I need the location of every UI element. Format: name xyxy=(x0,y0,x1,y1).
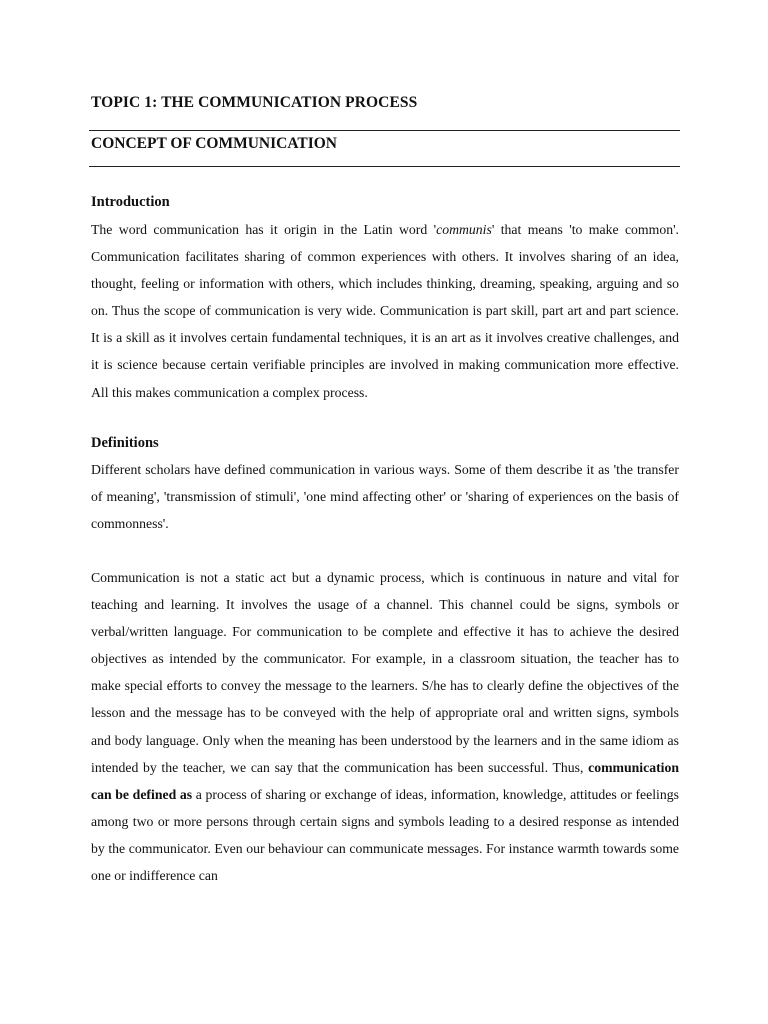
concept-title: CONCEPT OF COMMUNICATION xyxy=(91,135,337,152)
definitions-heading: Definitions xyxy=(91,435,159,451)
process-text-start: Communication is not a static act but a dynamic process, which is continuous in nature and vital for teaching and learning. It involves the usage of a channel. This channel could be signs, symbols or verbal/written language. For communication to be complete and effective it has to achieve the desired objectives as intended by the communicator. For example, in a classroom situation, the teacher has to make special efforts to convey the message to the learners. S/he has to clearly define the objectives of the lesson and the message has to be conveyed with the help of appropriate oral and written signs, symbols and body language. Only when the meaning has been understood by the learners and in the same idiom as intended by the teacher, we can say that the communication has been successful. Thus, xyxy=(91,570,679,775)
definitions-paragraph: Different scholars have defined communication in various ways. Some of them describe it as 'the transfer of meaning', 'transmission of stimuli', 'one mind affecting other' or 'sharing of experiences on the basis of commonness'. xyxy=(91,462,679,532)
latin-term: communis xyxy=(436,222,492,237)
introduction-paragraph xyxy=(91,216,679,406)
introduction-text-rest: ' that means 'to make common'. Communication facilitates sharing of common experiences with others. It involves sharing of an idea, thought, feeling or information with others, which includes thinking, dreaming, speaking, arguing and so on. Thus the scope of communication is very wide. Communication is part skill, part art and part science. It is a skill as it involves certain fundamental techniques, it is an art as it involves creative challenges, and it is science because certain verifiable principles are involved in making communication more effective. All this makes communication a complex process. xyxy=(91,222,679,400)
process-text-rest: a process of sharing or exchange of ideas, information, knowledge, attitudes or feelings among two or more persons through certain signs and symbols leading to a desired response as intended by the communicator. Even our behaviour can communicate messages. For instance warmth towards some one or indifference can xyxy=(91,786,679,884)
bottom-divider xyxy=(89,166,680,167)
top-divider xyxy=(89,130,680,131)
definition-emphasis: communication can be defined as xyxy=(91,759,679,802)
topic-title: TOPIC 1: THE COMMUNICATION PROCESS xyxy=(91,94,418,111)
communication-process-paragraph xyxy=(91,564,679,889)
introduction-heading: Introduction xyxy=(91,194,170,210)
introduction-text-start: The word communication has it origin in the Latin word ' xyxy=(91,222,437,237)
